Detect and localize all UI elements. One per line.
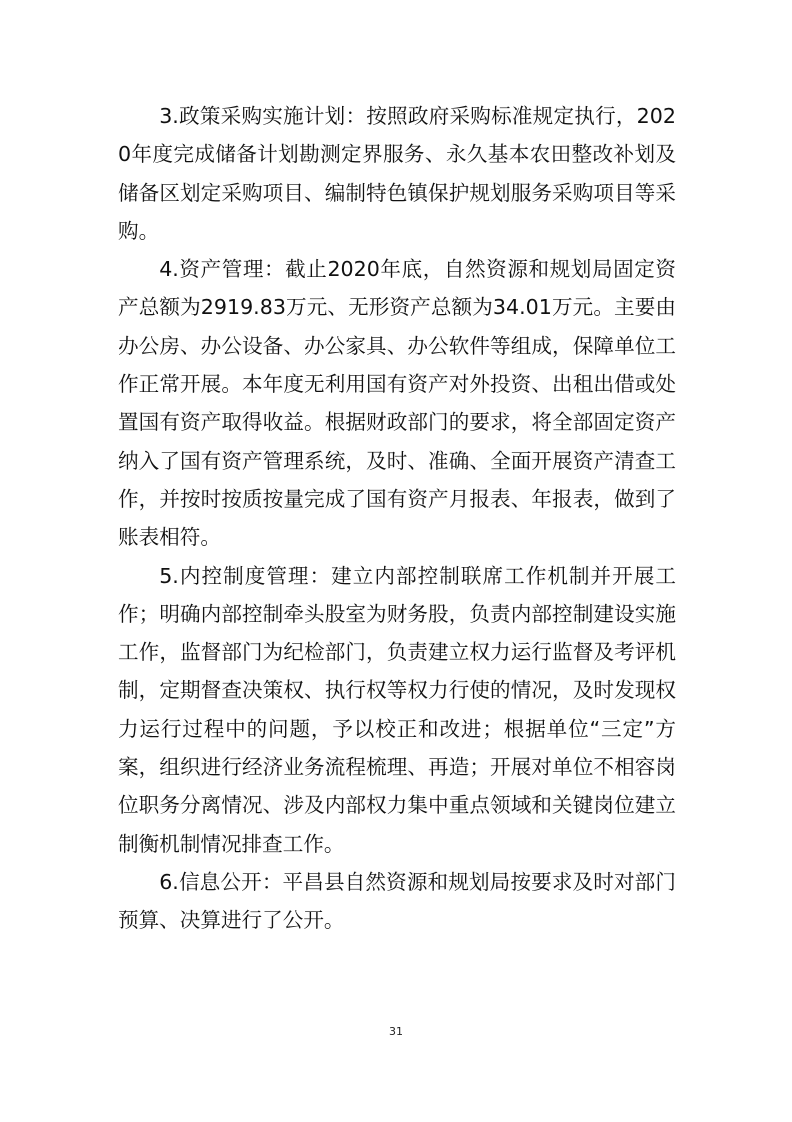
- paragraph-internal-control: 5.内控制度管理：建立内部控制联席工作机制并开展工作；明确内部控制牵头股室为财务股，负责内部控制建设实施工作，监督部门为纪检部门，负责建立权力运行监督及考评机制，定期督查决策权、执行权等权力行使的情况，及时发现权力运行过程中的问题，予以校正和改进；根据单位“三定”方案，组织进行经济业务流程梳理、再造；开展对单位不相容岗位职务分离情况、涉及内部权力集中重点领域和关键岗位建立制衡机制情况排查工作。: [118, 563, 676, 856]
- paragraph-procurement-plan: 3.政策采购实施计划：按照政府采购标准规定执行，2020年度完成储备计划勘测定界服务、永久基本农田整改补划及储备区划定采购项目、编制特色镇保护规划服务采购项目等采购。: [118, 104, 676, 243]
- body-text: [118, 97, 676, 940]
- paragraph-information-disclosure: 6.信息公开：平昌县自然资源和规划局按要求及时对部门预算、决算进行了公开。: [118, 869, 676, 933]
- page-number: 31: [389, 1025, 403, 1038]
- paragraph-asset-management: 4.资产管理：截止2020年底，自然资源和规划局固定资产总额为2919.83万元、无形资产总额为34.01万元。主要由办公房、办公设备、办公家具、办公软件等组成，保障单位工作正常开展。本年度无利用国有资产对外投资、出租出借或处置国有资产取得收益。根据财政部门的要求，将全部固定资产纳入了国有资产管理系统，及时、准确、全面开展资产清查工作，并按时按质按量完成了国有资产月报表、年报表，做到了账表相符。: [118, 257, 676, 550]
